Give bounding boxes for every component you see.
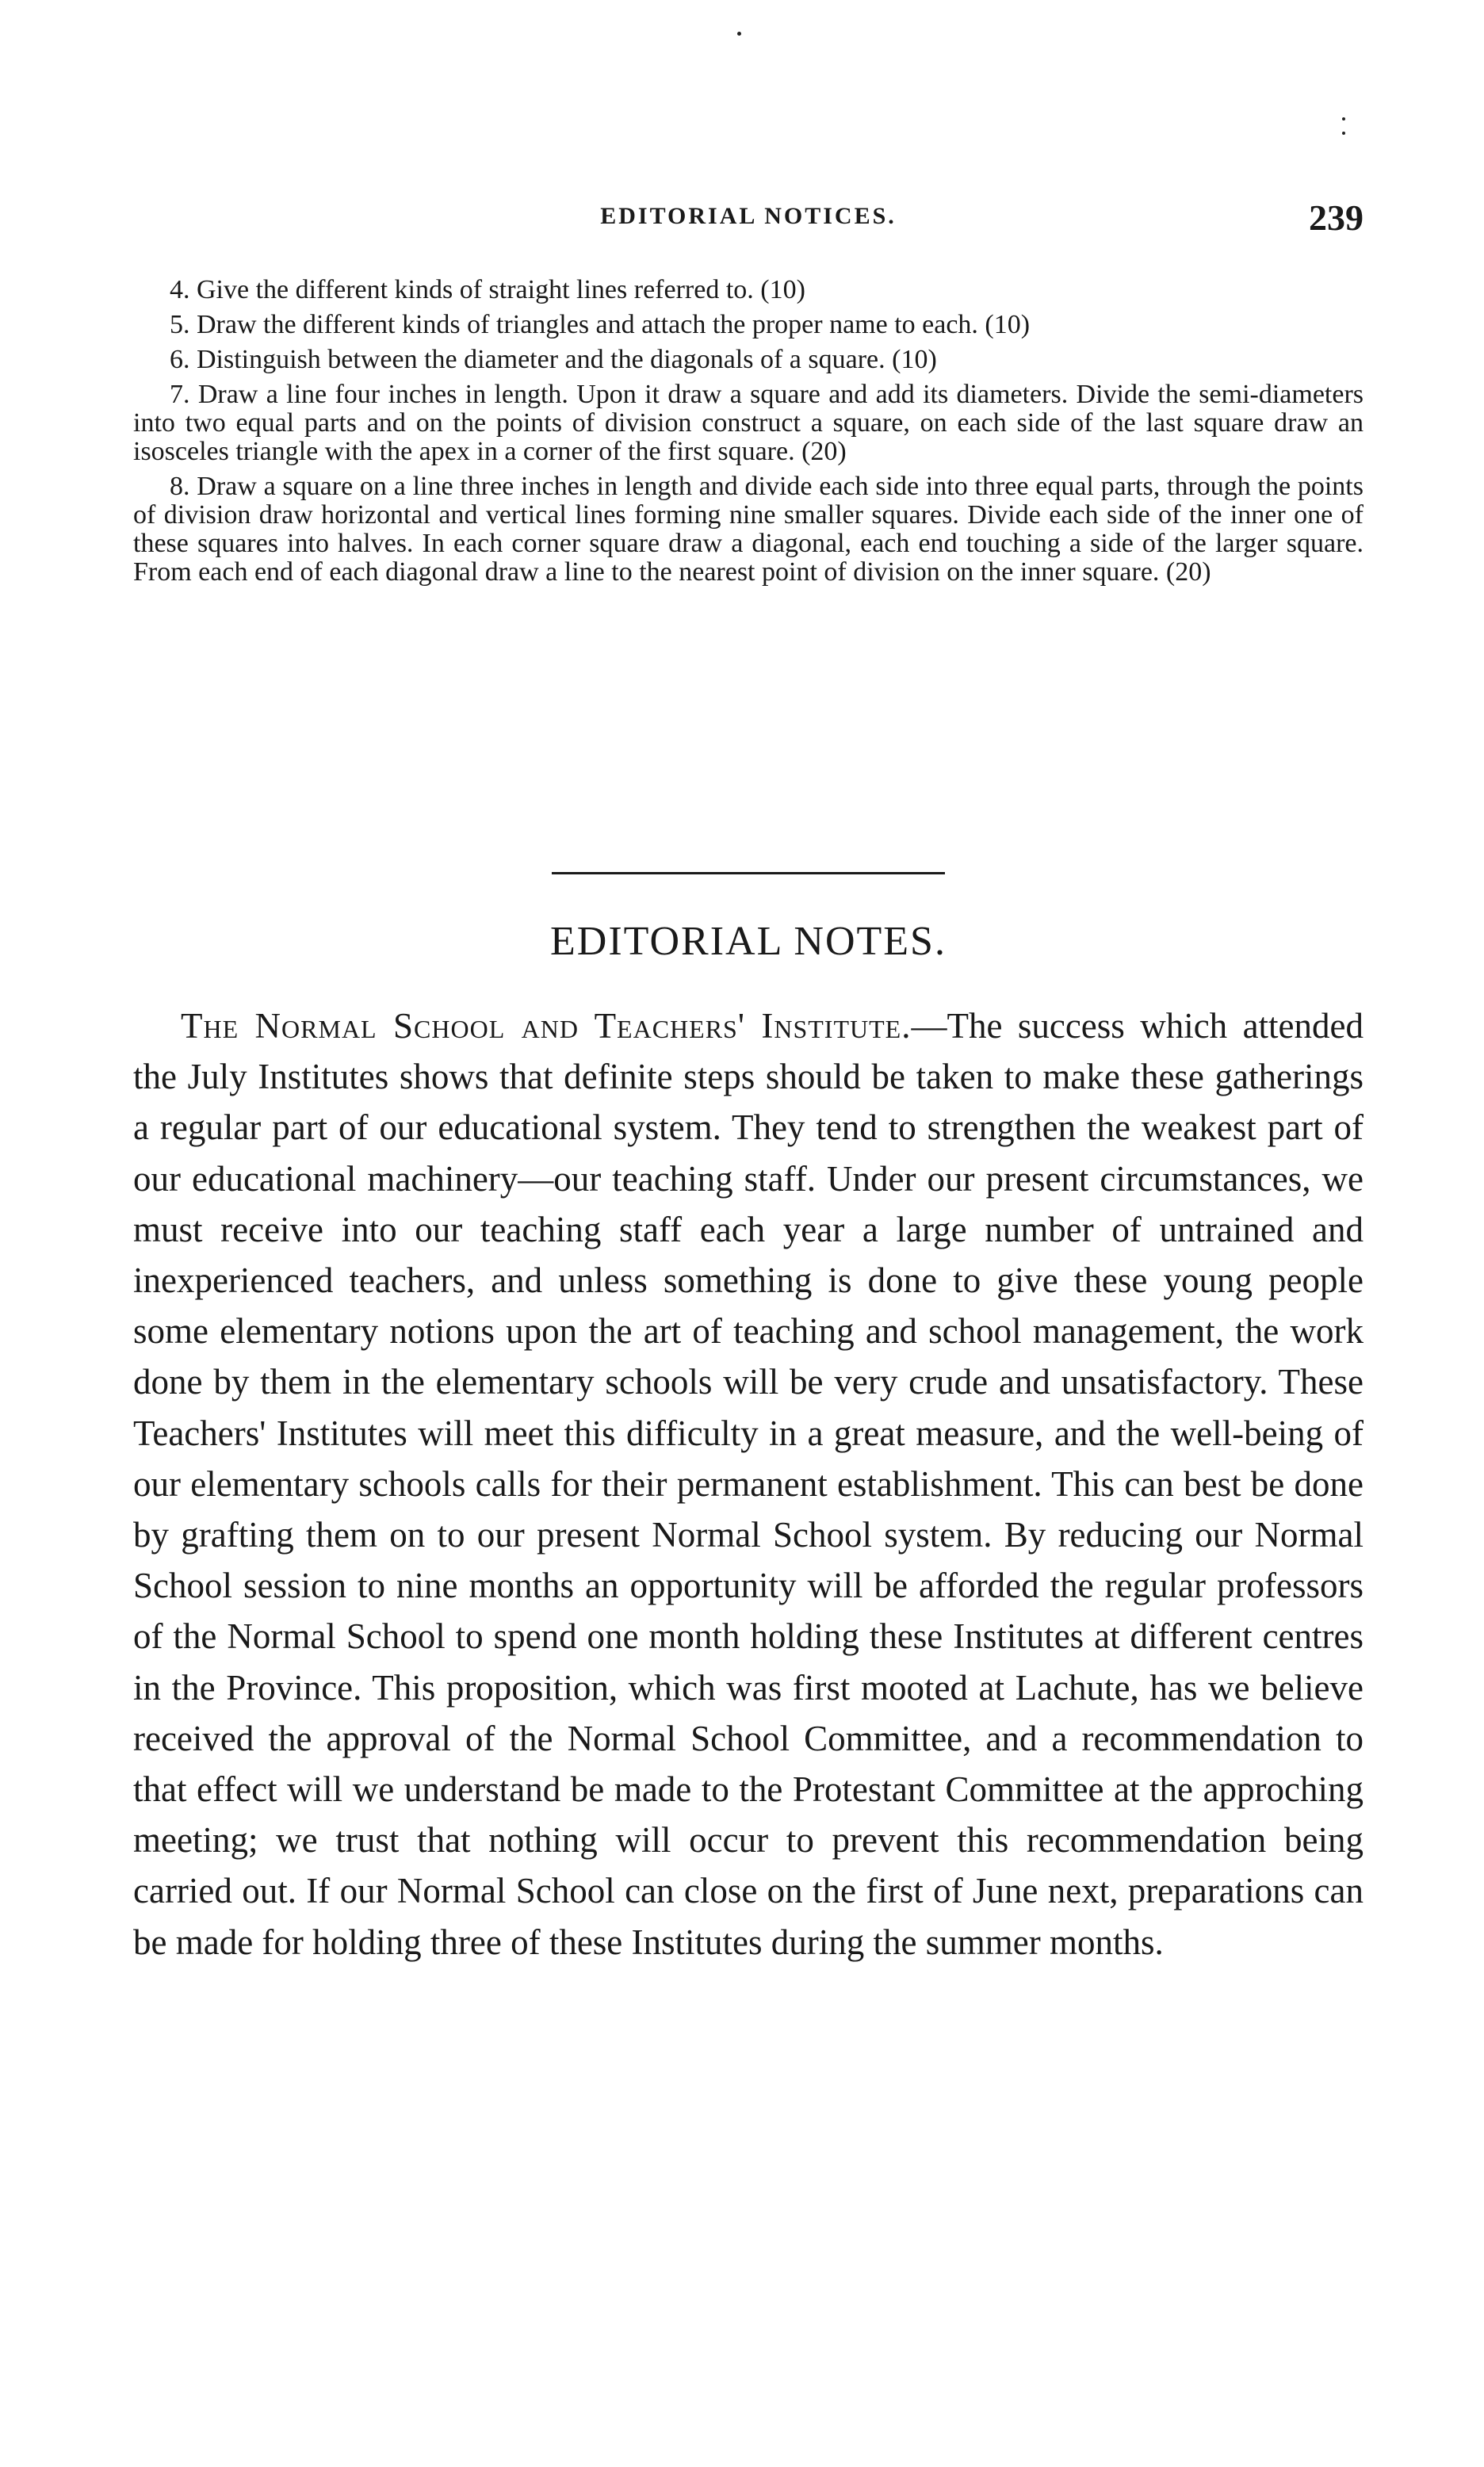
question-item: 7. Draw a line four inches in length. Upon it draw a square and add its diameters. Divide the semi-diameters into two equal parts and on the points of division construct a square, on each side of the last square draw an isosceles triangle with the apex in a corner of the first square. (20) [133, 380, 1364, 466]
question-item: 5. Draw the different kinds of triangles and attach the proper name to each. (10) [170, 310, 1031, 339]
book-page [133, 0, 1364, 2467]
print-speck [737, 32, 741, 36]
exam-questions [133, 276, 1364, 593]
page-number: 239 [1309, 197, 1364, 238]
editorial-paragraph [133, 1000, 1364, 1968]
print-speck [1342, 132, 1345, 135]
question-item: 8. Draw a square on a line three inches in length and divide each side into three equal parts, through the points of division draw horizontal and vertical lines forming nine smaller squares. Divide each side of the inner one of these squares into halves. In each corner square draw a diagonal, each end touching a side of the larger square. From each end of each diagonal draw a line to the nearest point of division on the inner square. (20) [133, 472, 1364, 587]
editorial-lead-in: The Normal School and Teachers' Institute. [181, 1006, 912, 1046]
print-speck [1342, 117, 1345, 120]
editorial-body: —The success which attended the July Institutes shows that definite steps should be taken to make these gatherings a regular part of our educational system. They tend to strengthen the weakest part of our educational machinery—our teaching staff. Under our present circumstances, we must receive into our teaching staff each year a large number of untrained and inexperienced teachers, and unless something is done to give these young people some elementary notions upon the art of teaching and school management, the work done by them in the elementary schools will be very crude and unsatisfactory. These Teachers' Institutes will meet this difficulty in a great measure, and the well-being of our elementary schools calls for their permanent establishment. This can best be done by grafting them on to our present Normal School system. By reducing our Normal School session to nine months an opportunity will be afforded the regular professors of the Normal School to spend one month holding these Institutes at different centres in the Province. This proposition, which was first mooted at Lachute, has we believe received the approval of the Normal School Committee, and a recommendation to that effect will we understand be made to the Protestant Committee at the approching meeting; we trust that nothing will occur to prevent this recommendation being carried out. If our Normal School can close on the first of June next, preparations can be made for holding three of these Institutes during the summer months. [133, 1006, 1364, 1962]
section-heading: EDITORIAL NOTES. [550, 919, 947, 964]
running-head [133, 197, 1364, 244]
question-item: 4. Give the different kinds of straight lines referred to. (10) [170, 275, 805, 304]
section-divider [552, 872, 945, 874]
question-item: 6. Distinguish between the diameter and the diagonals of a square. (10) [170, 345, 937, 374]
running-title: EDITORIAL NOTICES. [600, 203, 897, 229]
